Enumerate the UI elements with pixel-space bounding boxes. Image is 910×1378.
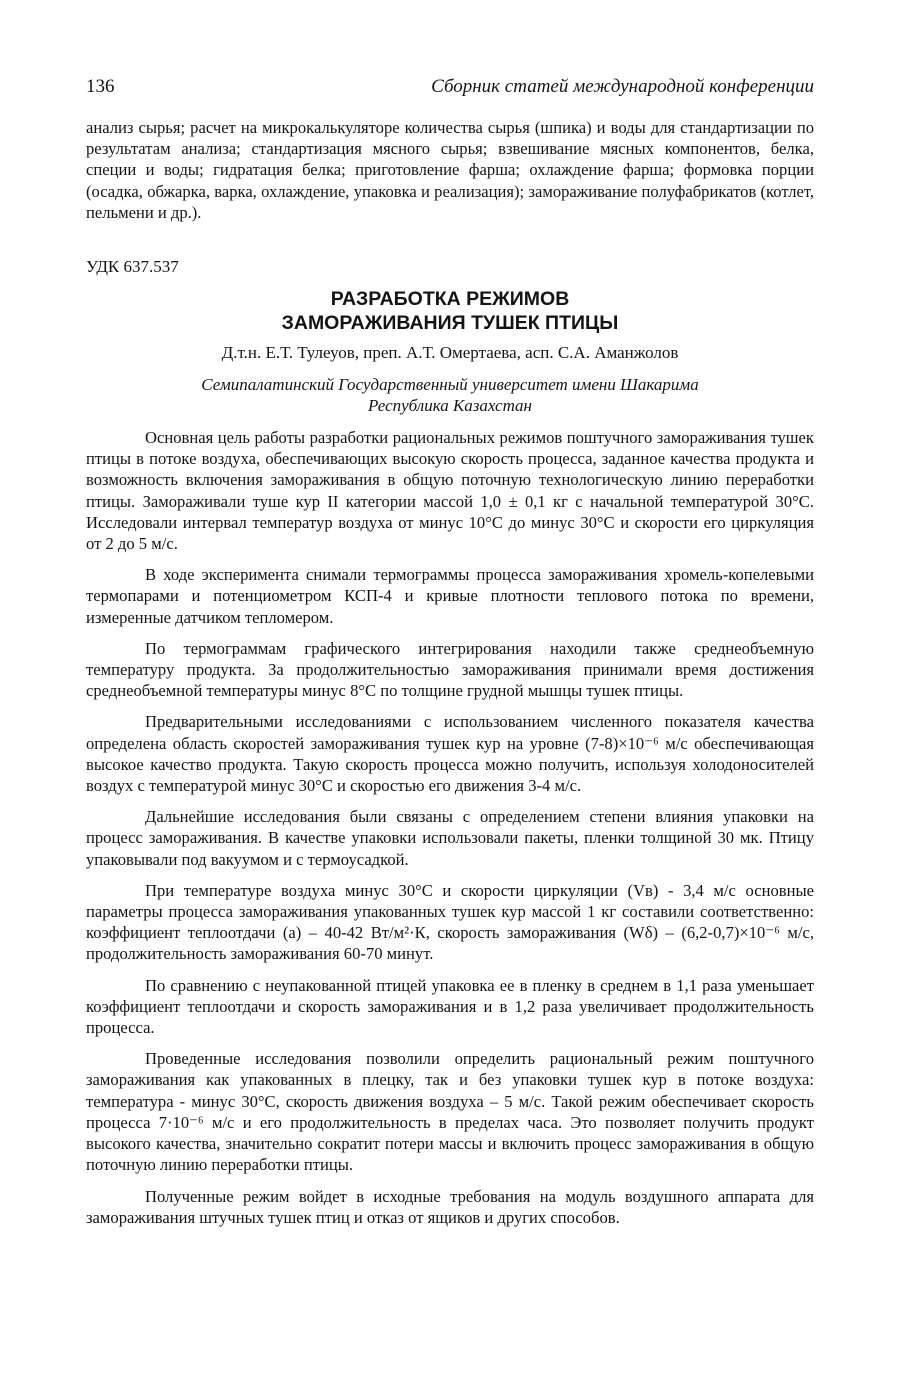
page-number: 136	[86, 76, 115, 97]
article-title	[86, 287, 814, 335]
body-paragraph: Предварительными исследованиями с использованием численного показателя качества определена область скоростей замораживания тушек кур на уровне (7-8)×10⁻⁶ м/с обеспечивающая высокое качество продукта. Такую скорость процесса можно получить, используя холодоносителей воздух с температурой минус 30°С и скоростью его движения 3-4 м/с.	[86, 712, 814, 796]
publication-title: Сборник статей международной конференции	[431, 76, 814, 97]
running-header	[86, 76, 814, 106]
body-paragraph: В ходе эксперимента снимали термограммы процесса замораживания хромель-копелевыми термопарами и потенциометром КСП-4 и кривые плотности теплового потока по времени, измеренные датчиком тепломером.	[86, 565, 814, 627]
body-paragraph: По термограммам графического интегрирования находили также среднеобъемную температуру продукта. За продолжительностью замораживания принимали время достижения среднеобъемной температуры минус 8°С по толщине грудной мышцы тушек птицы.	[86, 638, 814, 701]
article-body	[86, 427, 814, 1228]
intro-block	[86, 117, 814, 223]
affiliation-country: Республика Казахстан	[367, 396, 532, 415]
intro-paragraph: анализ сырья; расчет на микрокалькуляторе количества сырья (шпика) и воды для стандартизации по результатам анализа; стандартизация мясного сырья; взвешивание мясных компонентов, белка, специи и воды; гидратация белка; приготовление фарша; охлаждение фарша; формовка порции (осадка, обжарка, варка, охлаждение, упаковка и реализация); замораживание полуфабрикатов (котлет, пельмени и др.).	[86, 118, 814, 222]
article-title-line-1: РАЗРАБОТКА РЕЖИМОВ	[330, 288, 570, 310]
udk-block	[86, 257, 814, 277]
affiliation-university: Семипалатинский Государственный университет имени Шакарима	[201, 375, 699, 394]
udk-code: УДК 637.537	[86, 257, 179, 276]
body-paragraph: Проведенные исследования позволили определить рациональный режим поштучного замораживания как упакованных в плецку, так и без упаковки тушек кур в потоке воздуха: температура - минус 30°С, скорость движения воздуха – 5 м/с. Такой режим обеспечивает скорость процесса 7·10⁻⁶ м/с и его продолжительность в пределах часа. Это позволяет получить продукт высокого качества, значительно сократит потери массы и включить процесс замораживания в общую поточную линию переработки птицы.	[86, 1049, 814, 1175]
authors-block	[86, 343, 814, 363]
body-paragraph: Дальнейшие исследования были связаны с определением степени влияния упаковки на процесс замораживания. В качестве упаковки использовали пакеты, пленки толщиной 30 мк. Птицу упаковывали под вакуумом и с термоусадкой.	[86, 807, 814, 869]
body-paragraph: Полученные режим войдет в исходные требования на модуль воздушного аппарата для замораживания штучных тушек птиц и отказ от ящиков и других способов.	[86, 1186, 814, 1227]
body-paragraph: Основная цель работы разработки рациональных режимов поштучного замораживания тушек птицы в потоке воздуха, обеспечивающих высокую скорость процесса, заданное качества продукта и возможность включения замораживания в общую поточную технологическую линию переработки птицы. Замораживали туше кур II категории массой 1,0 ± 0,1 кг с начальной температурой 30°С. Исследовали интервал температур воздуха от минус 10°С до минус 30°С и скорости его циркуляция от 2 до 5 м/с.	[86, 428, 814, 554]
article-title-line-2: ЗАМОРАЖИВАНИЯ ТУШЕК ПТИЦЫ	[281, 312, 619, 334]
body-paragraph: При температуре воздуха минус 30°С и скорости циркуляции (Vв) - 3,4 м/с основные параметры процесса замораживания упакованных тушек кур массой 1 кг составили соответственно: коэффициент теплоотдачи (а) – 40-42 Вт/м²·К, скорость замораживания (Wδ) – (6,2-0,7)×10⁻⁶ м/с, продолжительность замораживания 60-70 минут.	[86, 880, 814, 964]
affiliation-block	[86, 374, 814, 416]
body-paragraph: По сравнению с неупакованной птицей упаковка ее в пленку в среднем в 1,1 раза уменьшает коэффициент теплоотдачи и скорость замораживания и в 1,2 раза увеличивает продолжительность процесса.	[86, 975, 814, 1038]
authors: Д.т.н. Е.Т. Тулеуов, преп. А.Т. Омертаева, асп. С.А. Аманжолов	[221, 343, 679, 362]
